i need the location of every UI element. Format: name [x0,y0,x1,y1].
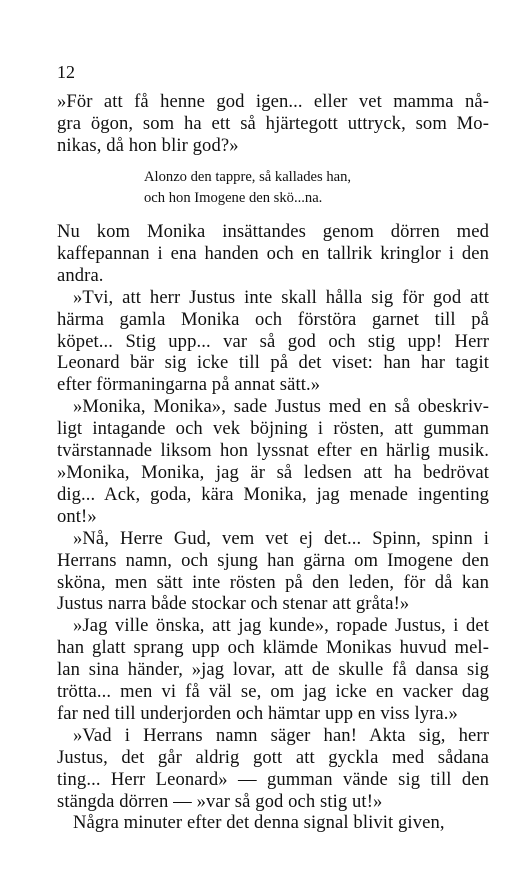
verse-line: och hon Imogene den skö...na. [144,190,323,206]
text-line: »Tvi, att herr Justus inte skall hålla sig för god att [73,286,489,308]
text-line: »Vad i Herrans namn säger han! Akta sig, herr [73,724,489,746]
text-line: »Nå, Herre Gud, vem vet ej det... Spinn, spinn i [73,527,489,549]
paragraph [57,725,489,813]
text-line: »Monika, Monika», sade Justus med en så obeskriv- [73,396,489,418]
paragraph [57,528,489,616]
text-line: sköna, men sätt inte rösten på den leden, för då kan [57,571,489,593]
text-line: gra ögon, som ha ett så hjärtegott uttryck, som Mo- [57,112,489,134]
text-line: härma gamla Monika och förstöra garnet till på [57,308,489,330]
paragraph [57,287,489,397]
text-line: Några minuter efter det denna signal blivit given, [73,812,445,834]
text-line: Justus, det går aldrig gott att gyckla med sådana [57,746,489,768]
text-line: Nu kom Monika insättandes genom dörren med [57,221,489,242]
text-line: »Monika, Monika, jag är så ledsen att ha bedrövat [57,461,489,483]
text-line: lan sina händer, »jag lovar, att de skulle få dansa sig [57,659,489,681]
text-line: kaffepannan i ena handen och en tallrik kringlor i den [57,242,489,264]
paragraph [57,615,489,725]
text-line: köpet... Stig upp... var så god och stig upp! Herr [57,330,489,352]
text-line: dig... Ack, goda, kära Monika, jag menade ingenting [57,483,489,505]
text-line: han glatt sprang upp och klämde Monikas huvud mel- [57,637,489,659]
text-line: Justus narra både stockar och stenar att gråta!» [57,593,410,615]
text-line: efter förmaningarna på annat sätt.» [57,374,321,396]
page-number: 12 [57,62,75,82]
text-line: tvärstannade liksom hon lyssnat efter en härlig musik. [57,440,489,462]
verse-quote [144,167,444,209]
text-line: »Jag ville önska, att jag kunde», ropade Justus, i det [73,615,489,637]
text-line: trötta... men vi få väl se, om jag icke en vacker dag [57,681,489,703]
paragraph [57,812,489,834]
text-line: »För att få henne god igen... eller vet mamma nå- [57,91,489,112]
body-text [57,221,489,834]
paragraph [57,221,489,287]
text-line: Leonard bär sig icke till på det viset: han har tagit [57,352,489,374]
paragraph [57,396,489,527]
intro-paragraph [57,91,489,157]
text-line: stängda dörren — »var så god och stig ut!» [57,790,383,812]
text-line: ting... Herr Leonard» — gumman vände sig till den [57,768,489,790]
text-line: far ned till underjorden och hämtar upp en viss lyra.» [57,702,458,724]
text-line: nikas, då hon blir god?» [57,134,239,156]
text-line: andra. [57,264,104,286]
verse-line: Alonzo den tappre, så kallades han, [144,169,352,185]
text-line: ligt intagande och vek böjning i rösten, att gumman [57,418,489,440]
text-line: ont!» [57,505,97,527]
text-line: Herrans namn, och sjung han gärna om Imogene den [57,549,489,571]
